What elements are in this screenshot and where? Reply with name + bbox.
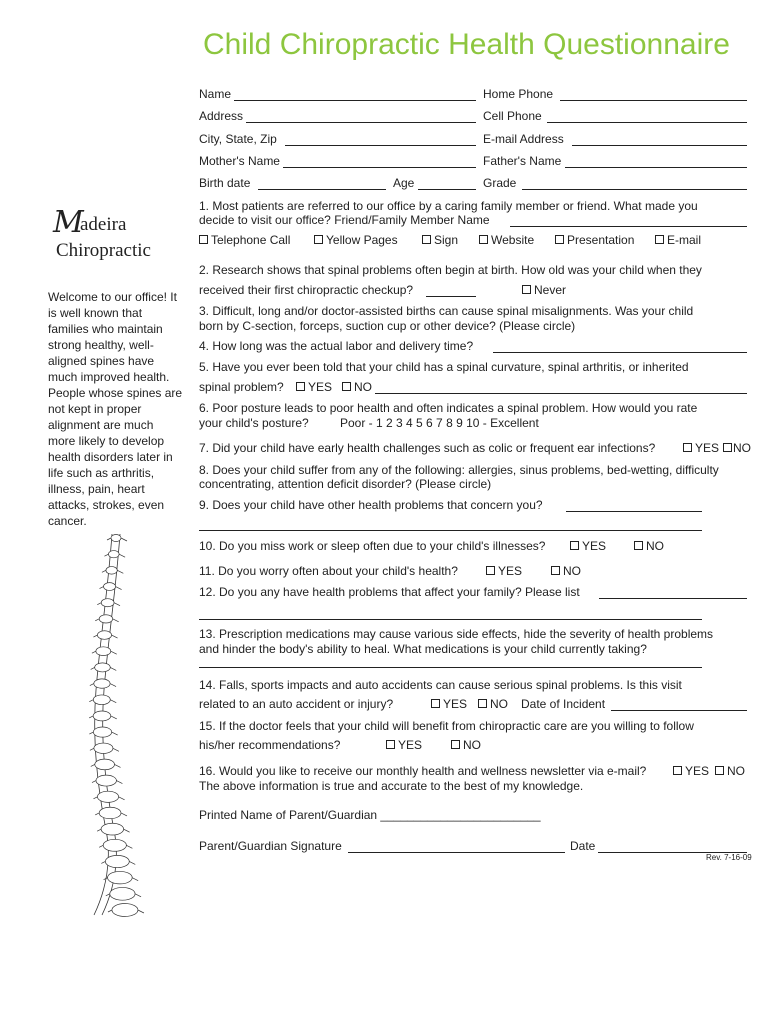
q13-text-line2: and hinder the body's ability to heal. What medications is your child currently taking?: [199, 642, 647, 656]
checkbox[interactable]: [555, 235, 564, 244]
q5-text-line2: spinal problem?: [199, 380, 284, 394]
signature-field[interactable]: [348, 852, 565, 853]
cell-phone-field[interactable]: [547, 122, 747, 123]
checkbox[interactable]: [486, 566, 495, 575]
q3-text-line1: 3. Difficult, long and/or doctor-assisted births can cause spinal misalignments. Was your child: [199, 304, 694, 318]
fathers-name-label: Father's Name: [483, 154, 562, 168]
checkbox[interactable]: [723, 443, 732, 452]
q8-text-line1: 8. Does your child suffer from any of the following: allergies, sinus problems, bed-wetting, difficulty: [199, 463, 719, 477]
q5-yes-option[interactable]: YES: [296, 380, 332, 394]
checkbox[interactable]: [570, 541, 579, 550]
printed-name-label[interactable]: Printed Name of Parent/Guardian ________________________: [199, 808, 541, 822]
checkbox[interactable]: [451, 740, 460, 749]
checkbox[interactable]: [683, 443, 692, 452]
email-label: E-mail Address: [483, 132, 564, 146]
q1-option-email[interactable]: E-mail: [655, 233, 701, 247]
name-label: Name: [199, 87, 232, 101]
q5-no-option[interactable]: NO: [342, 380, 372, 394]
attestation-text: The above information is true and accurate to the best of my knowledge.: [199, 779, 584, 793]
checkbox[interactable]: [478, 699, 487, 708]
spine-illustration: [58, 530, 148, 920]
logo-name: adeira: [80, 214, 127, 235]
mothers-name-field[interactable]: [283, 167, 476, 168]
city-state-zip-label: City, State, Zip: [199, 132, 277, 146]
q7-text: 7. Did your child have early health challenges such as colic or frequent ear infections?: [199, 441, 656, 455]
q3-text-line2: born by C-section, forceps, suction cup or other device? (Please circle): [199, 319, 576, 333]
grade-field[interactable]: [522, 189, 747, 190]
home-phone-label: Home Phone: [483, 87, 554, 101]
q10-yes-option[interactable]: YES: [570, 539, 606, 553]
q1-option-website[interactable]: Website: [479, 233, 534, 247]
q6-posture-scale[interactable]: Poor - 1 2 3 4 5 6 7 8 9 10 - Excellent: [340, 416, 539, 430]
checkbox[interactable]: [673, 766, 682, 775]
address-label: Address: [199, 109, 244, 123]
q2-text-line2: received their first chiropractic checkup?: [199, 283, 414, 297]
q7-yes-option[interactable]: YES: [683, 441, 719, 455]
q5-field[interactable]: [375, 393, 747, 394]
checkbox[interactable]: [342, 382, 351, 391]
birth-date-field[interactable]: [258, 189, 386, 190]
checkbox[interactable]: [715, 766, 724, 775]
q12-text: 12. Do you any have health problems that affect your family? Please list: [199, 585, 580, 599]
q15-text-line2: his/her recommendations?: [199, 738, 341, 752]
age-field[interactable]: [418, 189, 476, 190]
q16-yes-option[interactable]: YES: [673, 764, 709, 778]
q2-never-option[interactable]: Never: [522, 283, 566, 297]
q7-no-option[interactable]: NO: [723, 441, 751, 455]
date-label: Date: [570, 839, 596, 853]
q8-text-line2: concentrating, attention deficit disorder? (Please circle): [199, 477, 492, 491]
q1-option-yellow-pages[interactable]: Yellow Pages: [314, 233, 398, 247]
q6-text-line1: 6. Poor posture leads to poor health and often indicates a spinal problem. How would you rate: [199, 401, 698, 415]
q10-no-option[interactable]: NO: [634, 539, 664, 553]
address-field[interactable]: [246, 122, 476, 123]
q2-text-line1: 2. Research shows that spinal problems often begin at birth. How old was your child when they: [199, 263, 702, 277]
checkbox[interactable]: [634, 541, 643, 550]
q14-text-line2: related to an auto accident or injury?: [199, 697, 394, 711]
checkbox[interactable]: [479, 235, 488, 244]
q15-no-option[interactable]: NO: [451, 738, 481, 752]
q1-text-line2: decide to visit our office? Friend/Family Member Name: [199, 213, 490, 227]
mothers-name-label: Mother's Name: [199, 154, 280, 168]
revision-label: Rev. 7-16-09: [706, 853, 752, 862]
checkbox[interactable]: [422, 235, 431, 244]
q11-text: 11. Do you worry often about your child's health?: [199, 564, 458, 578]
q14-date-field[interactable]: [611, 710, 747, 711]
name-field[interactable]: [234, 100, 476, 101]
q10-text: 10. Do you miss work or sleep often due to your child's illnesses?: [199, 539, 546, 553]
grade-label: Grade: [483, 176, 517, 190]
page-title: Child Chiropractic Health Questionnaire: [203, 28, 730, 61]
q1-option-sign[interactable]: Sign: [422, 233, 458, 247]
q6-text-line2: your child's posture?: [199, 416, 309, 430]
checkbox[interactable]: [522, 285, 531, 294]
email-field[interactable]: [572, 145, 747, 146]
checkbox[interactable]: [551, 566, 560, 575]
q9-text: 9. Does your child have other health problems that concern you?: [199, 498, 543, 512]
checkbox[interactable]: [655, 235, 664, 244]
checkbox[interactable]: [314, 235, 323, 244]
q11-yes-option[interactable]: YES: [486, 564, 522, 578]
q2-age-field[interactable]: [426, 296, 476, 297]
q16-no-option[interactable]: NO: [715, 764, 745, 778]
q9-field-2[interactable]: [199, 530, 702, 531]
q14-text-line1: 14. Falls, sports impacts and auto accidents can cause serious spinal problems. Is this visit: [199, 678, 682, 692]
age-label: Age: [393, 176, 415, 190]
q13-field[interactable]: [199, 667, 702, 668]
q9-field-1[interactable]: [566, 511, 702, 512]
q15-text-line1: 15. If the doctor feels that your child will benefit from chiropractic care are you willing to follow: [199, 719, 694, 733]
city-state-zip-field[interactable]: [285, 145, 476, 146]
birth-date-label: Birth date: [199, 176, 251, 190]
q1-friend-name-field[interactable]: [510, 226, 747, 227]
q11-no-option[interactable]: NO: [551, 564, 581, 578]
logo-subtitle: Chiropractic: [56, 240, 151, 261]
q4-text: 4. How long was the actual labor and delivery time?: [199, 339, 474, 353]
q15-yes-option[interactable]: YES: [386, 738, 422, 752]
checkbox[interactable]: [296, 382, 305, 391]
q1-text-line1: 1. Most patients are referred to our office by a caring family member or friend. What made you: [199, 199, 698, 213]
checkbox[interactable]: [431, 699, 440, 708]
checkbox[interactable]: [199, 235, 208, 244]
q1-option-telephone[interactable]: Telephone Call: [199, 233, 290, 247]
cell-phone-label: Cell Phone: [483, 109, 542, 123]
q12-field-2[interactable]: [199, 619, 702, 620]
q4-field[interactable]: [493, 352, 747, 353]
q12-field-1[interactable]: [599, 598, 747, 599]
home-phone-field[interactable]: [560, 100, 747, 101]
q14-date-label: Date of Incident: [521, 697, 606, 711]
q5-text-line1: 5. Have you ever been told that your child has a spinal curvature, spinal arthritis, or inherited: [199, 360, 689, 374]
logo-initial: M: [53, 205, 84, 240]
q14-no-option[interactable]: NO: [478, 697, 508, 711]
fathers-name-field[interactable]: [565, 167, 747, 168]
q16-text-line1: 16. Would you like to receive our monthly health and wellness newsletter via e-mail?: [199, 764, 647, 778]
q13-text-line1: 13. Prescription medications may cause various side effects, hide the severity of health problems: [199, 627, 714, 641]
signature-label: Parent/Guardian Signature: [199, 839, 342, 853]
q1-option-presentation[interactable]: Presentation: [555, 233, 634, 247]
checkbox[interactable]: [386, 740, 395, 749]
q14-yes-option[interactable]: YES: [431, 697, 467, 711]
welcome-text: Welcome to our office! It is well known that families who maintain strong healthy, well-aligned spines have much improved health. People whose spines are not kept in proper alignment are much more likely to develop health disorders later in life such as arthritis, illness, pain, heart attacks, strokes, even cancer.: [48, 290, 183, 528]
